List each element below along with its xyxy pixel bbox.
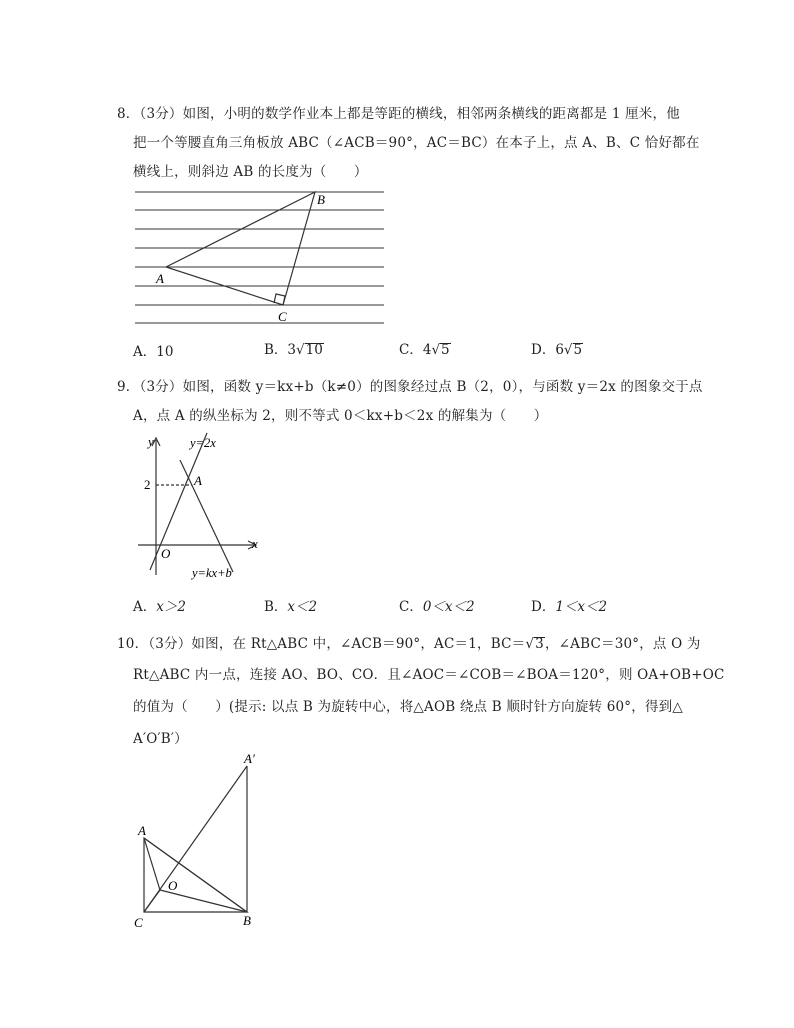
q8-option-a[interactable]: A．10 <box>133 344 174 360</box>
q8-option-d[interactable]: D．6√5 <box>531 342 583 358</box>
q8-label-B: B <box>317 192 325 207</box>
q9-graph <box>130 430 270 585</box>
q9-option-a[interactable]: A．x＞2 <box>133 599 186 615</box>
q9-line-y2x <box>150 433 207 570</box>
q10-label-C: C <box>134 915 143 930</box>
q10-label-A1: A′ <box>244 751 255 766</box>
q9-option-c[interactable]: C．0＜x＜2 <box>399 599 475 615</box>
q9-stem-line2: A，点 A 的纵坐标为 2，则不等式 0＜kx+b＜2x 的解集为（ ） <box>133 408 548 424</box>
q9-line-kxb <box>180 460 233 572</box>
q9-line1-label: y=2x <box>190 436 216 450</box>
q8-stem-line1: 8．（3分）如图，小明的数学作业本上都是等距的横线，相邻两条横线的距离都是 1 厘米，他 <box>117 106 680 122</box>
q9-stem-line1: 9．（3分）如图，函数 y＝kx+b（k≠0）的图象经过点 B（2，0），与函数 y＝2x 的图象交于点 <box>117 379 703 395</box>
q10-stem-line3: 的值为（ ）(提示: 以点 B 为旋转中心，将△AOB 绕点 B 顺时针方向旋转 60°，得到△ <box>133 699 683 715</box>
q10-stem-line2: Rt△ABC 内一点，连接 AO、BO、CO．且∠AOC＝∠COB＝∠BOA＝120°，则 OA+OB+OC <box>133 667 725 683</box>
q8-label-A: A <box>156 271 164 286</box>
q8-figure <box>130 185 390 325</box>
q8-stem-line3: 横线上，则斜边 AB 的长度为（ ） <box>133 164 368 180</box>
q8-label-C: C <box>278 309 287 324</box>
q8-stem-line2: 把一个等腰直角三角板放 ABC（∠ACB＝90°，AC＝BC）在本子上，点 A、B、C 恰好都在 <box>133 135 700 151</box>
q9-option-b[interactable]: B．x＜2 <box>264 599 318 615</box>
q10-figure <box>130 748 270 933</box>
q10-stem-line4: A′O′B′） <box>133 731 188 747</box>
q9-line2-label: y=kx+b <box>192 566 232 580</box>
q10-label-O: O <box>168 878 178 893</box>
q9-tick-2: 2 <box>144 477 151 492</box>
q10-stem-line1: 10．（3分）如图，在 Rt△ABC 中，∠ACB＝90°，AC＝1，BC＝√3，∠ABC＝30°，点 O 为 <box>117 636 701 652</box>
q9-x-axis-label: x <box>252 536 258 551</box>
q10-label-B: B <box>243 913 251 928</box>
q9-option-d[interactable]: D．1＜x＜2 <box>531 599 608 615</box>
q9-point-A: A <box>194 473 202 488</box>
q9-origin: O <box>161 546 171 561</box>
q8-option-c[interactable]: C．4√5 <box>399 342 450 358</box>
q8-option-b[interactable]: B．3√10 <box>264 342 323 358</box>
q10-label-A: A <box>138 823 146 838</box>
q9-y-axis-label: y <box>148 434 154 449</box>
